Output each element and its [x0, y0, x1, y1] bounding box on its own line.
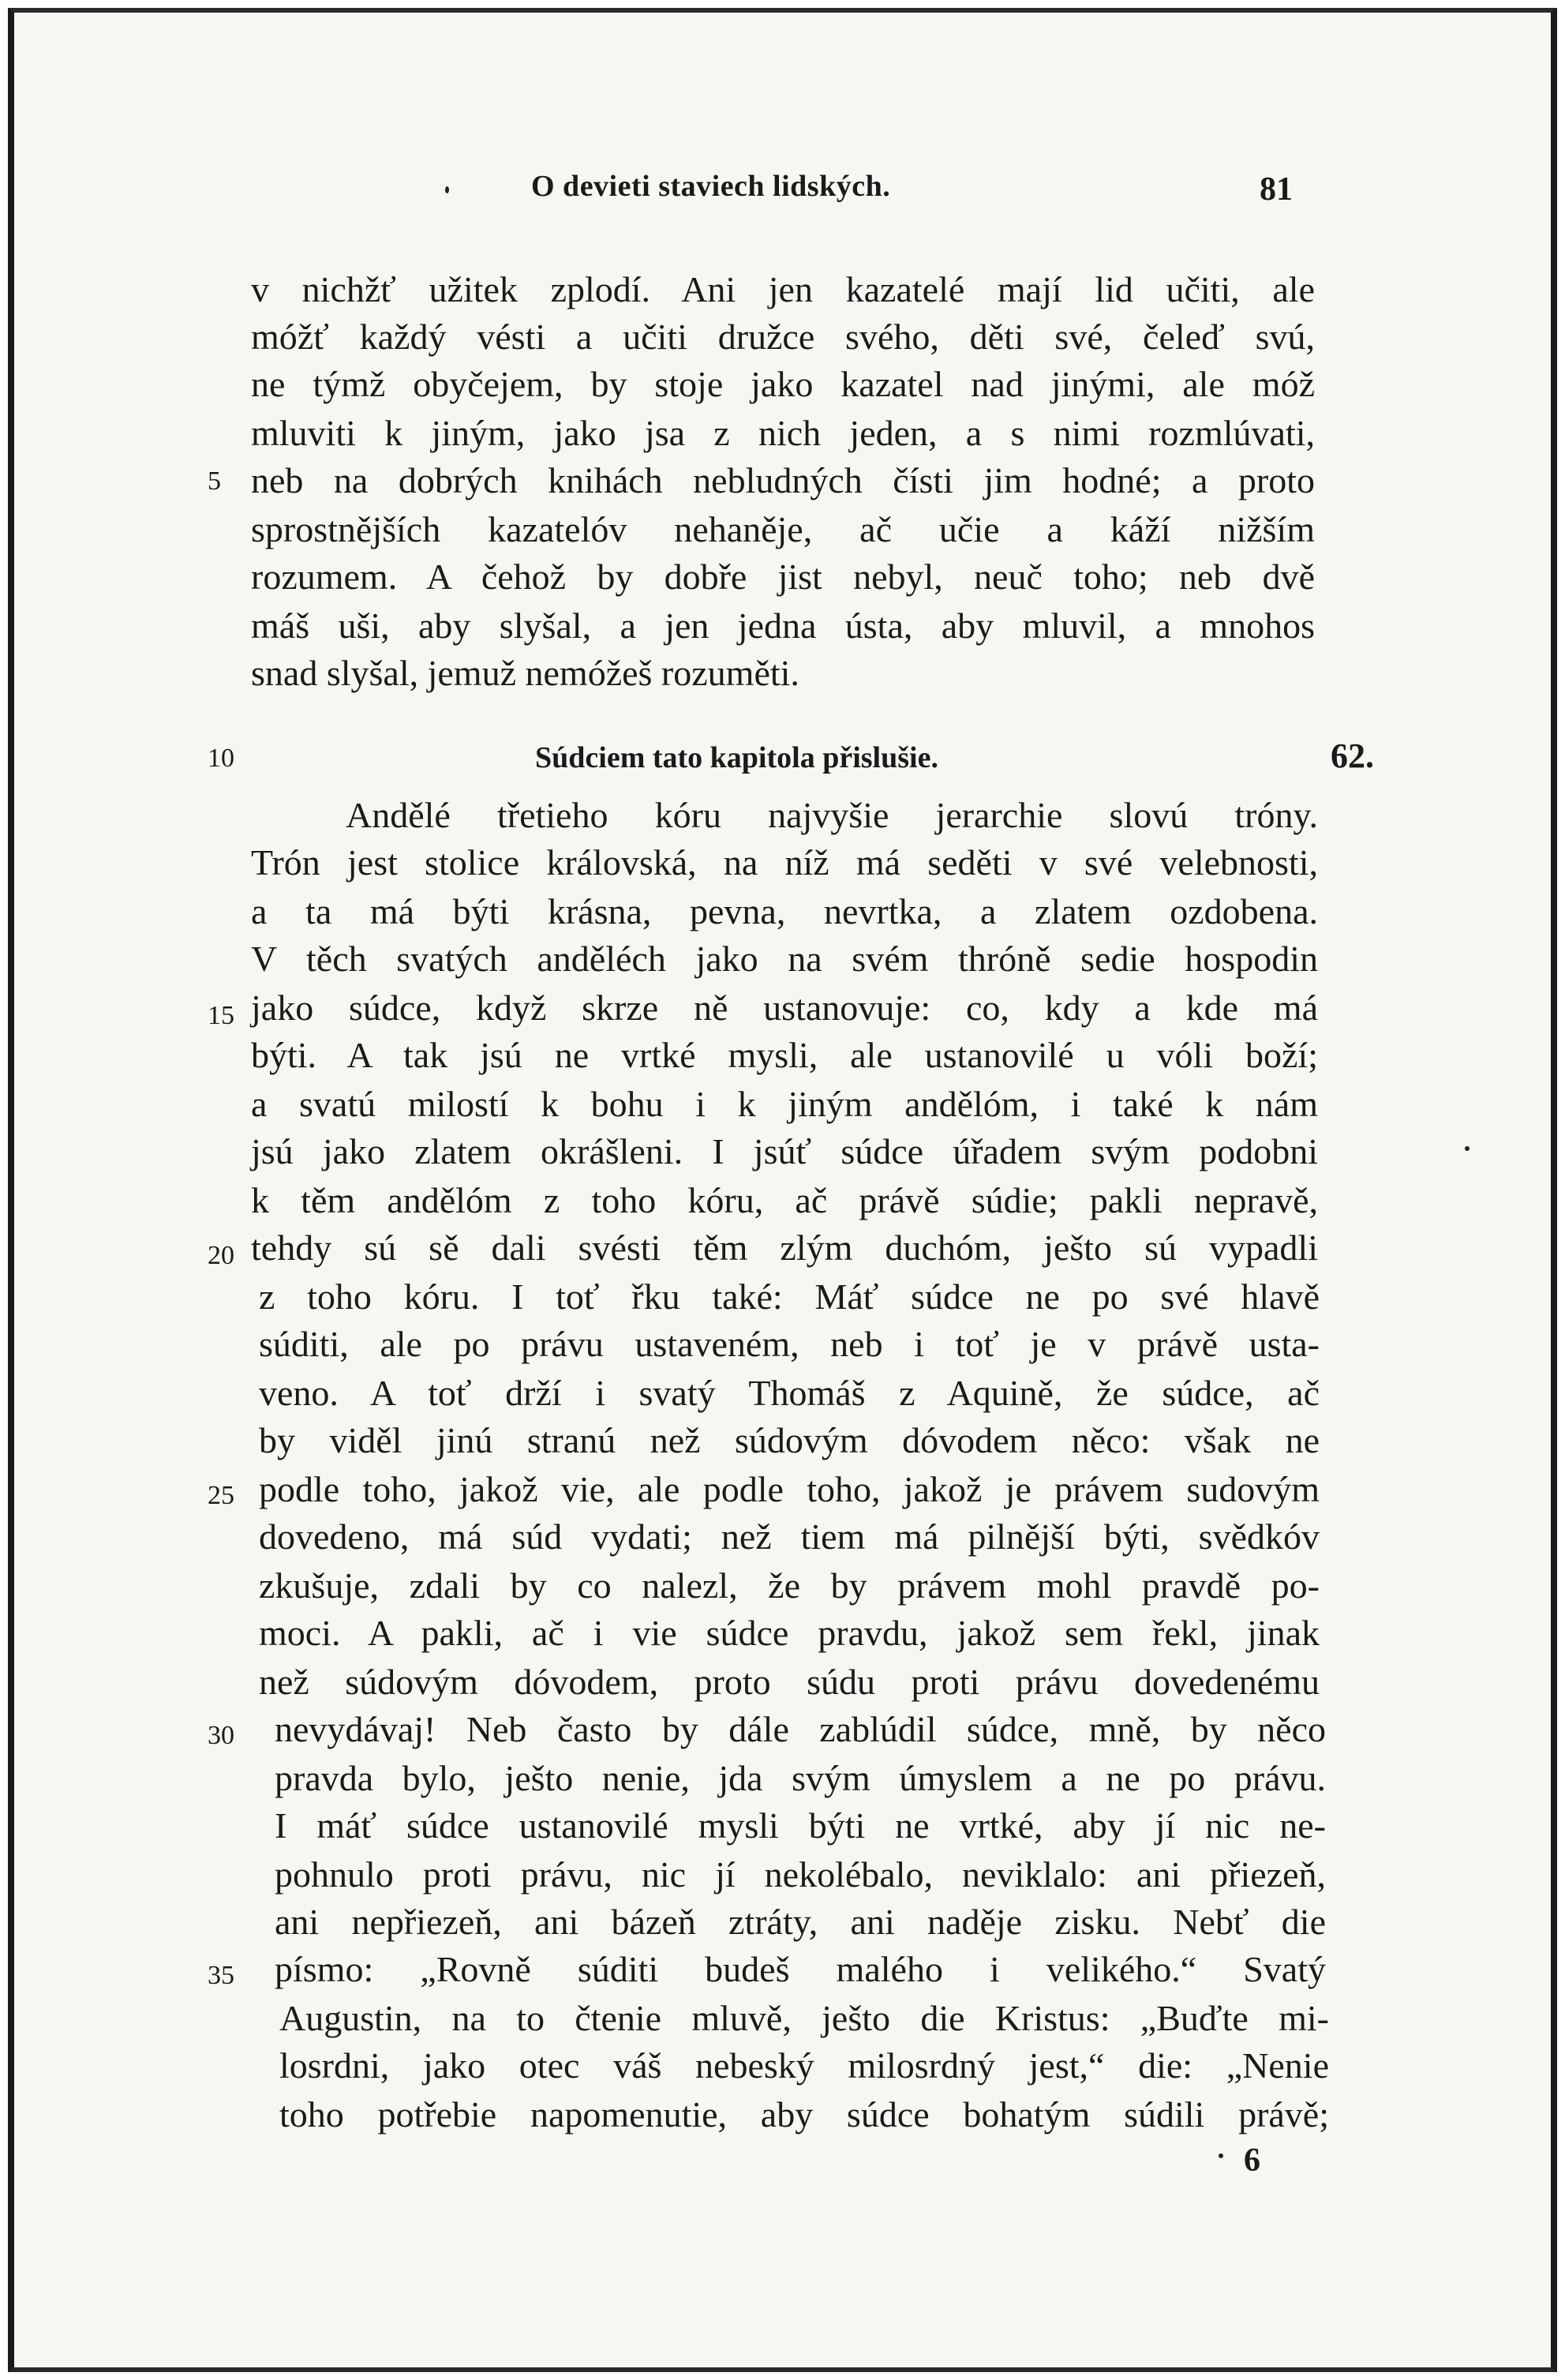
- text-line: Andělé třetieho kóru najvyšie jerarchie slovú tróny.: [346, 795, 1318, 835]
- text-line: býti. A tak jsú ne vrtké mysli, ale ustanovilé u vóli boží;: [251, 1035, 1318, 1075]
- text-line: súditi, ale po právu ustaveném, neb i toť je v právě usta-: [259, 1324, 1320, 1364]
- running-head-title: O devieti staviech lidských.: [531, 170, 891, 203]
- text-line: moci. A pakli, ač i vie súdce pravdu, jakož sem řekl, jinak: [259, 1613, 1320, 1653]
- text-line: k těm andělóm z toho kóru, ač právě súdie; pakli nepravě,: [251, 1180, 1318, 1220]
- section-number: 62.: [1331, 736, 1374, 775]
- scan-speck: [445, 186, 449, 193]
- text-line: ne týmž obyčejem, by stoje jako kazatel nad jinými, ale móž: [251, 364, 1315, 404]
- text-line: tehdy sú sě dali svésti těm zlým duchóm, ješto sú vypadli: [251, 1227, 1318, 1268]
- text-line: máš uši, aby slyšal, a jen jedna ústa, aby mluvil, a mnohos: [251, 605, 1315, 646]
- section-heading: Súdciem tato kapitola přislušie.: [535, 741, 938, 774]
- text-line: I máť súdce ustanovilé mysli býti ne vrtké, aby jí nic ne-: [275, 1805, 1326, 1846]
- line-number: 30: [208, 1721, 234, 1750]
- signature-mark: 6: [1244, 2142, 1260, 2179]
- text-line: nevydávaj! Neb často by dále zablúdil súdce, mně, by něco: [275, 1709, 1326, 1749]
- line-number: 35: [208, 1961, 234, 1990]
- text-line: než súdovým dóvodem, proto súdu proti právu dovedenému: [259, 1662, 1320, 1702]
- line-number: 15: [208, 1001, 234, 1030]
- text-line: móžť každý vésti a učiti družce svého, děti své, čeleď svú,: [251, 317, 1315, 357]
- text-line: mluviti k jiným, jako jsa z nich jeden, a s nimi rozmlúvati,: [251, 413, 1315, 453]
- text-line: neb na dobrých knihách nebludných čísti jim hodné; a proto: [251, 460, 1315, 500]
- text-line: jsú jako zlatem okrášleni. I jsúť súdce úřadem svým podobni: [251, 1131, 1318, 1171]
- text-line: písmo: „Rovně súditi budeš malého i velikého.“ Svatý: [275, 1949, 1326, 1989]
- text-line: jako súdce, když skrze ně ustanovuje: co, kdy a kde má: [251, 988, 1318, 1028]
- text-line: pravda bylo, ješto nenie, jda svým úmyslem a ne po právu.: [275, 1758, 1326, 1798]
- text-line: pohnulo proti právu, nic jí nekolébalo, neviklalo: ani přiezeň,: [275, 1854, 1326, 1895]
- scan-speck: [1219, 2153, 1223, 2158]
- text-line: V těch svatých anděléch jako na svém thróně sedie hospodin: [251, 939, 1318, 979]
- text-line: Trón jest stolice královská, na níž má seděti v své velebnosti,: [251, 842, 1318, 883]
- line-number: 25: [208, 1481, 234, 1510]
- text-line: ani nepřiezeň, ani bázeň ztráty, ani naděje zisku. Nebť die: [275, 1902, 1326, 1942]
- text-line: Augustin, na to čtenie mluvě, ješto die Kristus: „Buďte mi-: [279, 1998, 1329, 2038]
- text-line: snad slyšal, jemuž nemóžeš rozuměti.: [251, 653, 799, 693]
- line-number: 10: [208, 744, 234, 773]
- text-line: podle toho, jakož vie, ale podle toho, jakož je právem sudovým: [259, 1469, 1320, 1509]
- line-number: 5: [208, 467, 221, 496]
- text-line: a svatú milostí k bohu i k jiným andělóm, i také k nám: [251, 1084, 1318, 1124]
- text-line: a ta má býti krásna, pevna, nevrtka, a zlatem ozdobena.: [251, 891, 1318, 931]
- text-line: toho potřebie napomenutie, aby súdce bohatým súdili právě;: [279, 2094, 1329, 2135]
- page-number: 81: [1260, 171, 1293, 208]
- text-line: losrdni, jako otec váš nebeský milosrdný jest,“ die: „Nenie: [279, 2045, 1329, 2086]
- text-line: dovedeno, má súd vydati; než tiem má pilnější býti, svědkóv: [259, 1516, 1320, 1557]
- text-line: sprostnějších kazatelóv nehaněje, ač učie a káží nižším: [251, 509, 1315, 549]
- text-line: rozumem. A čehož by dobře jist nebyl, neuč toho; neb dvě: [251, 557, 1315, 597]
- text-line: z toho kóru. I toť řku také: Máť súdce ne po své hlavě: [259, 1276, 1320, 1317]
- text-line: v nichžť užitek zplodí. Ani jen kazatelé mají lid učiti, ale: [251, 269, 1315, 309]
- scan-speck: [1465, 1146, 1470, 1151]
- text-line: zkušuje, zdali by co nalezl, že by právem mohl pravdě po-: [259, 1565, 1320, 1606]
- line-number: 20: [208, 1241, 234, 1270]
- text-line: by viděl jinú stranú než súdovým dóvodem něco: však ne: [259, 1420, 1320, 1460]
- page-frame: [8, 8, 1557, 2372]
- text-line: veno. A toť drží i svatý Thomáš z Aquině, že súdce, ač: [259, 1373, 1320, 1413]
